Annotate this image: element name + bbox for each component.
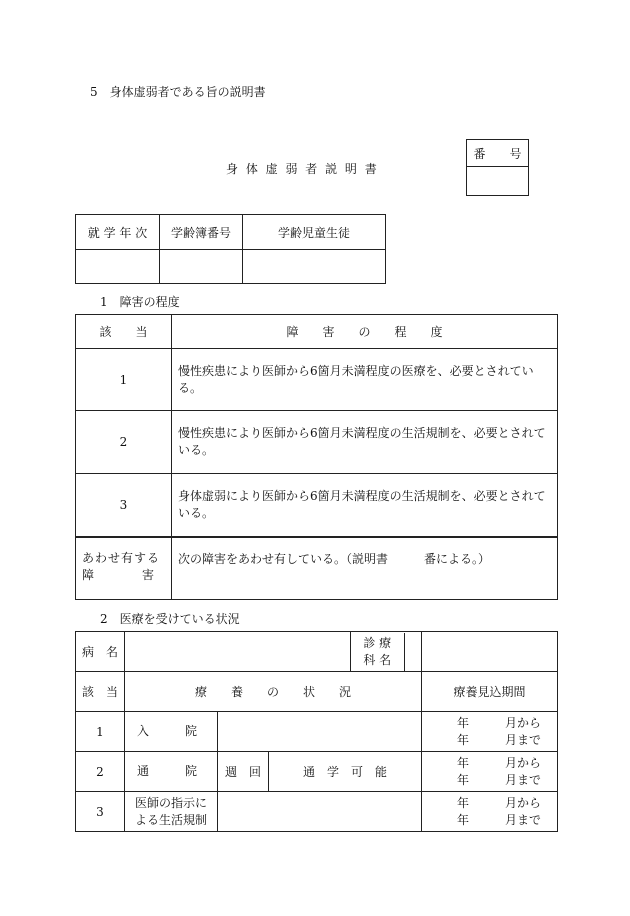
- row-status-blank: [218, 712, 422, 752]
- table-row: [76, 752, 558, 792]
- header-treatment-status: 療 養 の 状 況: [125, 672, 422, 712]
- table-row: [76, 792, 558, 832]
- row-label-inpatient: 入 院: [125, 712, 218, 752]
- period-to: 年 月まで: [457, 772, 542, 787]
- period-from: 年 月から: [457, 715, 542, 730]
- dept-label: [351, 633, 404, 671]
- row-label-lifestyle: [125, 792, 218, 832]
- header-register-number: 学齢簿番号: [160, 215, 243, 250]
- lifestyle-label-line2: よる生活規制: [134, 812, 207, 827]
- disease-value: [125, 632, 351, 672]
- table-row: [76, 474, 558, 537]
- row-label-outpatient: 通 院: [125, 752, 218, 792]
- table-row: [76, 349, 558, 411]
- value-register-number: [160, 250, 243, 284]
- header-expected-period: 療養見込期間: [422, 672, 558, 712]
- header-degree: 障 害 の 程 度: [172, 315, 558, 349]
- row-number: 3: [76, 474, 172, 537]
- dept-value: [422, 632, 558, 672]
- student-info-table: [75, 214, 386, 284]
- row-description: 慢性疾患により医師から6箇月未満程度の生活規制を、必要とされている。: [172, 411, 558, 474]
- row-status-blank: [218, 792, 422, 832]
- combined-label-line1: あわせ有する: [82, 550, 161, 565]
- dept-label-line1: 診 療: [363, 635, 392, 650]
- row-period: [422, 752, 558, 792]
- school-attendance: 通 学 可 能: [269, 752, 422, 792]
- combined-text: 次の障害をあわせ有している。（説明書 番による。）: [172, 537, 558, 600]
- section1-title: 1 障害の程度: [100, 295, 180, 309]
- document-title: 身 体 虚 弱 者 説 明 書: [226, 162, 379, 176]
- header-applicable: 該 当: [76, 315, 172, 349]
- header-enrollment-year: 就 学 年 次: [76, 215, 160, 250]
- period-from: 年 月から: [457, 755, 542, 770]
- number-label: 番 号: [467, 140, 529, 167]
- row-number: 1: [76, 712, 125, 752]
- period-to: 年 月まで: [457, 732, 542, 747]
- lifestyle-label-line1: 医師の指示に: [134, 795, 207, 810]
- medical-status-table: [75, 631, 558, 832]
- period-from: 年 月から: [457, 795, 542, 810]
- period-to: 年 月まで: [457, 812, 542, 827]
- row-description: 慢性疾患により医師から6箇月未満程度の医療を、必要とされている。: [172, 349, 558, 411]
- weekly-visits: 週 回: [218, 752, 269, 792]
- row-number: 1: [76, 349, 172, 411]
- table-row: [76, 712, 558, 752]
- row-period: [422, 792, 558, 832]
- header-applicable-2: 該 当: [76, 672, 125, 712]
- row-number: 2: [76, 752, 125, 792]
- value-student: [243, 250, 386, 284]
- combined-label: [76, 537, 172, 600]
- row-number: 2: [76, 411, 172, 474]
- number-value: [467, 167, 529, 196]
- dept-cell: [351, 632, 422, 672]
- number-box: [466, 139, 529, 196]
- combined-label-line2: 障 害: [82, 567, 155, 582]
- row-number: 3: [76, 792, 125, 832]
- document-heading: 5 身体虚弱者である旨の説明書: [90, 85, 266, 99]
- dept-label-line2: 科 名: [363, 652, 392, 667]
- section2-title: 2 医療を受けている状況: [100, 612, 240, 626]
- row-period: [422, 712, 558, 752]
- disease-label: 病 名: [76, 632, 125, 672]
- row-description: 身体虚弱により医師から6箇月未満程度の生活規制を、必要とされている。: [172, 474, 558, 537]
- header-student: 学齢児童生徒: [243, 215, 386, 250]
- table-row: [76, 411, 558, 474]
- value-enrollment-year: [76, 250, 160, 284]
- disability-degree-table: [75, 314, 558, 600]
